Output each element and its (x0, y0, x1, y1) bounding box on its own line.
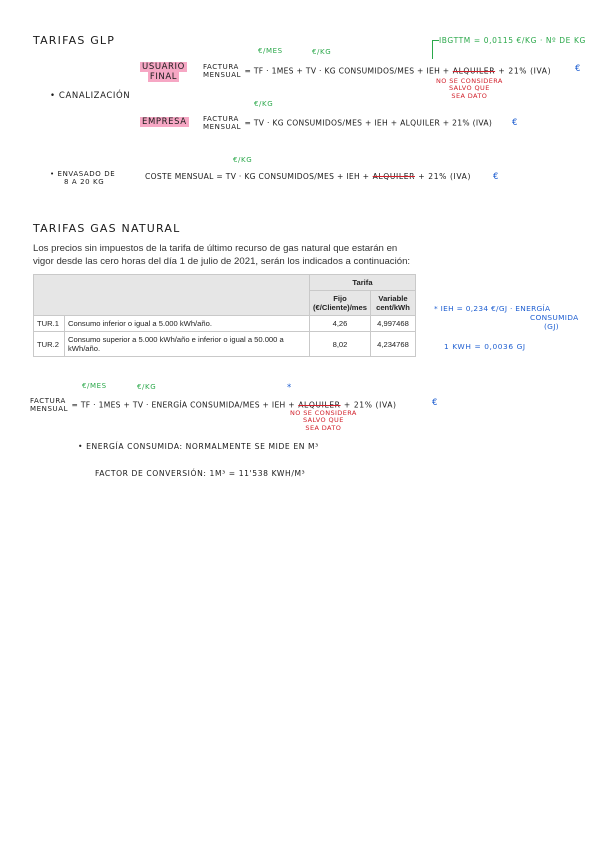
glp-title: TARIFAS GLP (33, 34, 116, 47)
usuario-label-line2: FINAL (149, 71, 178, 82)
tariff-variable: 4,997468 (371, 316, 416, 332)
envasado-formula-b: + 21% (IVA) (418, 172, 472, 181)
alquiler-struck: ALQUILER (452, 66, 496, 76)
energia-note: • ENERGÍA CONSUMIDA: NORMALMENTE SE MIDE EN M³ (78, 442, 319, 451)
tariff-paragraph: Los precios sin impuestos de la tarifa de último recurso de gas natural que estarán en vigor desde las cero horas del día 1 de julio de 2021, serán los indicados a continuación: (33, 243, 411, 267)
ieh-note-line1: * IEH = 0,234 €/GJ · ENERGÍA (434, 304, 551, 313)
gas-title: TARIFAS GAS NATURAL (33, 222, 181, 235)
note-line3: SEA DATO (451, 91, 488, 100)
currency-euro: € (575, 64, 582, 74)
unit-tv: €/KG (312, 48, 332, 56)
tariff-desc: Consumo inferior o igual a 5.000 kWh/año. (65, 316, 310, 332)
tariff-variable: 4,234768 (371, 332, 416, 357)
ieh-note-line2: CONSUMIDA (530, 312, 579, 322)
factura-line1: FACTURA (203, 63, 239, 71)
empresa-label: EMPRESA (142, 117, 187, 127)
tarifa-header: Tarifa (309, 275, 415, 291)
note-line2: SALVO QUE (449, 84, 490, 93)
gn-note-line2: SALVO QUE (303, 416, 344, 425)
envasado-alquiler: ALQUILER (372, 172, 415, 181)
gn-red-note (290, 410, 357, 432)
conversion-note: 1 KWH = 0,0036 GJ (444, 342, 526, 351)
tariff-desc: Consumo superior a 5.000 kWh/año e inferior o igual a 50.000 a kWh/año. (65, 332, 310, 357)
formula-bracket (432, 40, 439, 59)
envasado-formula (145, 173, 471, 182)
gn-formula-a: = TF · 1MES + TV · ENERGÍA CONSUMIDA/MES + IEH + (71, 400, 295, 410)
gn-factura-line1: FACTURA (30, 397, 66, 405)
gn-alquiler: ALQUILER (298, 400, 341, 410)
envasado-line2: 8 A 20 KG (64, 178, 105, 187)
usuario-label-line1: USUARIO (142, 62, 185, 72)
unit-tf: €/MES (258, 47, 283, 55)
empresa-factura-line2: MENSUAL (203, 123, 242, 132)
empresa-formula-text: = TV · KG CONSUMIDOS/MES + IEH + ALQUILER + 21% (IVA) (244, 118, 493, 128)
tariff-table (33, 274, 416, 357)
empresa-row (140, 118, 189, 127)
envasado-label (50, 170, 115, 186)
tariff-fijo: 4,26 (309, 316, 370, 332)
empresa-formula (203, 115, 492, 131)
gn-unit-tv: €/KG (137, 383, 157, 391)
factura-line2: MENSUAL (203, 71, 242, 80)
empresa-currency: € (512, 118, 519, 128)
gn-note-line1: NO SE CONSIDERA (290, 409, 357, 417)
top-formula: IBGTTM = 0,0115 €/KG · Nº DE KG (439, 36, 586, 45)
gn-asterisk: * (287, 383, 292, 393)
variable-header: Variable cent/kWh (371, 291, 416, 316)
ieh-note-line3: (GJ) (544, 321, 559, 331)
note-line1: NO SE CONSIDERA (436, 77, 503, 85)
gn-formula-b: + 21% (IVA) (343, 400, 397, 410)
empresa-unit-tv: €/KG (254, 100, 274, 108)
table-empty-header (34, 275, 310, 316)
table-row (34, 316, 416, 332)
tariff-excerpt (33, 242, 419, 357)
envasado-line1: • ENVASADO DE (50, 170, 116, 178)
gn-unit-tf: €/MES (82, 382, 107, 390)
formula-part-b: + 21% (IVA) (498, 66, 552, 76)
usuario-final-label (140, 63, 187, 83)
canalizacion-label: • CANALIZACIÓN (50, 91, 131, 101)
gn-note-line3: SEA DATO (305, 423, 342, 432)
formula-part-a: = TF · 1MES + TV · KG CONSUMIDOS/MES + IEH + (244, 66, 450, 76)
envasado-unit-tv: €/KG (233, 156, 253, 164)
envasado-formula-a: COSTE MENSUAL = TV · KG CONSUMIDOS/MES + IEH + (145, 172, 370, 181)
table-row (34, 332, 416, 357)
fijo-header: Fijo (€/Cliente)/mes (309, 291, 370, 316)
tariff-code: TUR.2 (34, 332, 65, 357)
tariff-code: TUR.1 (34, 316, 65, 332)
tariff-fijo: 8,02 (309, 332, 370, 357)
red-note (436, 78, 503, 100)
envasado-currency: € (493, 172, 500, 182)
empresa-factura-line1: FACTURA (203, 115, 239, 123)
gn-currency: € (432, 398, 439, 408)
ieh-note (434, 305, 578, 332)
gn-factura-line2: MENSUAL (30, 405, 69, 414)
factor-note: FACTOR DE CONVERSIÓN: 1M³ = 11'538 KWH/M³ (95, 469, 306, 478)
